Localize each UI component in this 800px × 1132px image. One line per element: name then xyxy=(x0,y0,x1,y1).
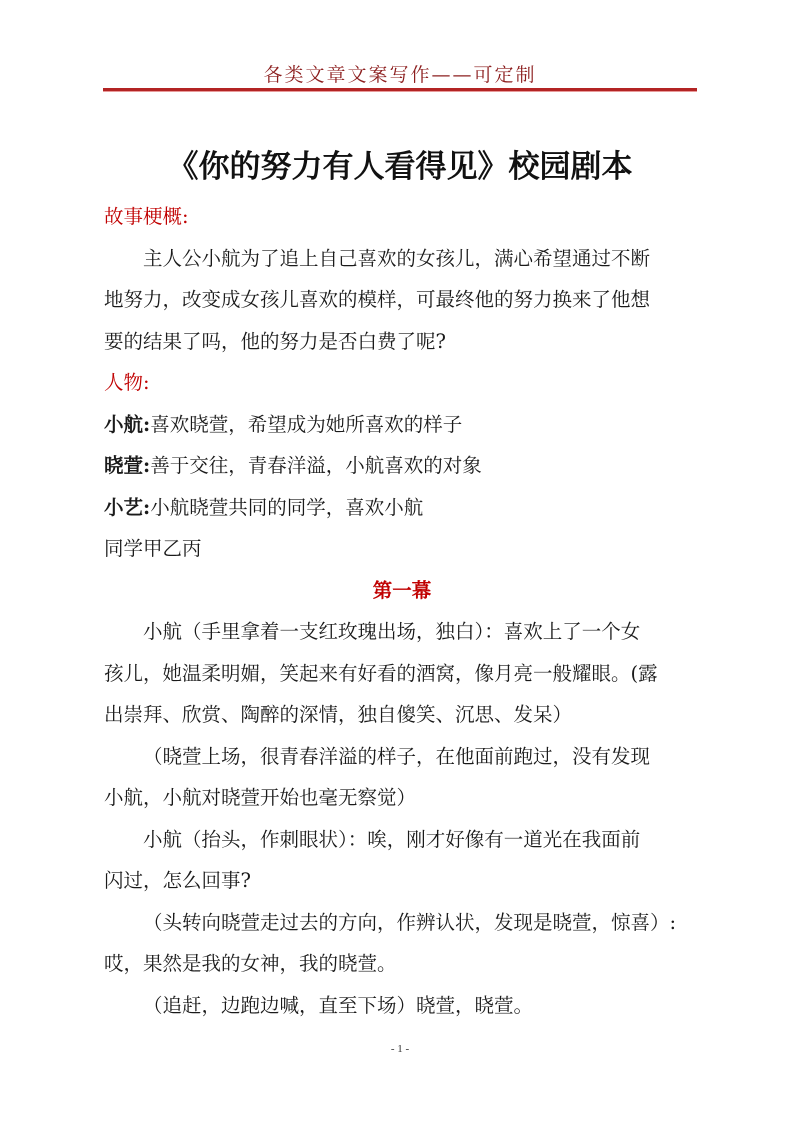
script-line: （头转向晓萱走过去的方向，作辨认状，发现是晓萱，惊喜）: xyxy=(143,910,677,934)
character-entry xyxy=(104,404,700,446)
characters-label: 人物: xyxy=(104,371,150,394)
synopsis-line: 地努力，改变成女孩儿喜欢的模样，可最终他的努力换来了他想 xyxy=(104,288,651,311)
script-line: 出崇拜、欣赏、陶醉的深情，独自傻笑、沉思、发呆） xyxy=(104,703,573,726)
character-entry xyxy=(104,487,700,529)
character-name: 小航: xyxy=(104,412,151,436)
script-line: 哎，果然是我的女神，我的晓萱。 xyxy=(104,952,397,975)
page-number: - 1 - xyxy=(390,1043,410,1055)
script-line: （晓萱上场，很青春洋溢的样子，在他面前跑过，没有发现 xyxy=(143,744,651,768)
script-line: 孩儿，她温柔明媚，笑起来有好看的酒窝，像月亮一般耀眼。(露 xyxy=(104,661,658,685)
script-line: （追赶，边跑边喊，直至下场）晓萱，晓萱。 xyxy=(143,993,534,1017)
page-header: 各类文章文案写作——可定制 xyxy=(263,64,537,86)
character-description: 小航晓萱共同的同学，喜欢小航 xyxy=(150,495,424,519)
script-line: 小航（手里拿着一支红玫瑰出场，独白）：喜欢上了一个女 xyxy=(143,620,641,643)
document-title: 《你的努力有人看得见》校园剧本 xyxy=(167,149,633,185)
document-body xyxy=(104,196,700,1026)
script-line: 小航，小航对晓萱开始也毫无察觉） xyxy=(104,786,417,809)
synopsis-line: 主人公小航为了追上自己喜欢的女孩儿，满心希望通过不断 xyxy=(143,246,651,270)
character-description: 喜欢晓萱，希望成为她所喜欢的样子 xyxy=(150,412,463,436)
script-line: 小航（抬头，作刺眼状）：唉，刚才好像有一道光在我面前 xyxy=(143,827,641,851)
script-line: 闪过，怎么回事? xyxy=(104,869,251,892)
character-description: 善于交往，青春洋溢，小航喜欢的对象 xyxy=(150,454,482,477)
character-name: 小艺: xyxy=(104,495,151,519)
header-divider xyxy=(103,88,697,92)
synopsis-label: 故事梗概: xyxy=(104,205,189,228)
act-title: 第一幕 xyxy=(372,578,432,602)
character-extra: 同学甲乙丙 xyxy=(104,537,202,560)
character-entry xyxy=(104,445,700,487)
synopsis-line: 要的结果了吗，他的努力是否白费了呢? xyxy=(104,329,446,353)
character-name: 晓萱: xyxy=(104,454,151,477)
